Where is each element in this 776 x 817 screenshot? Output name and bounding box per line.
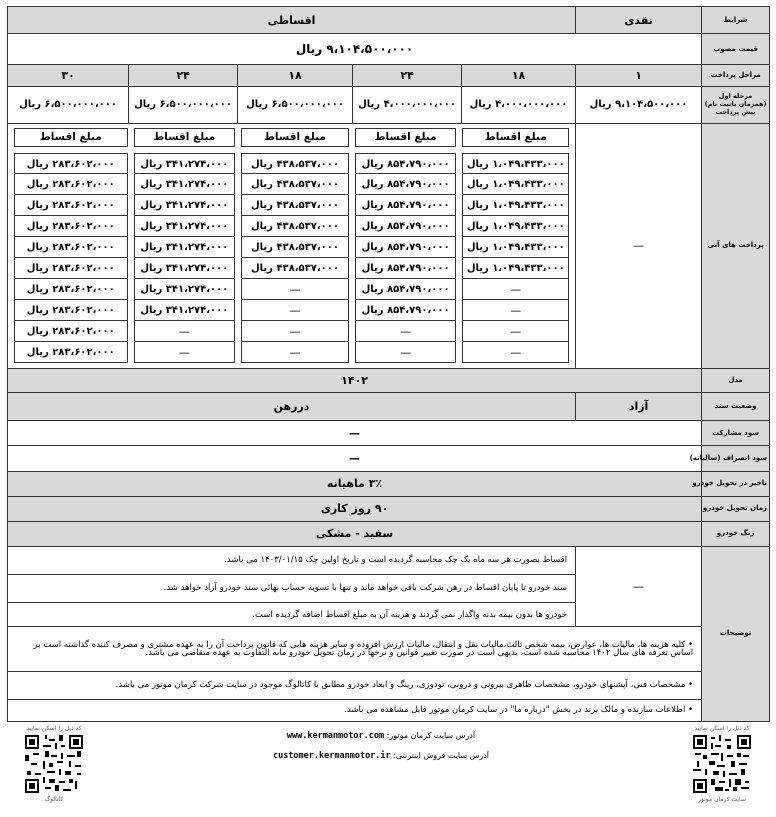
installment-amount: ۳۴۱،۲۷۴،۰۰۰ ریال [134,279,236,300]
plan-stage: ۱۸ [462,65,576,87]
installment-column [134,128,236,363]
installment-note: اقساط بصورت هر سه ماه یک چک محاسبه گردیده است و تاریخ اولین چک ۱۴۰۳/۰۱/۱۵ می باشد. [8,546,576,574]
qr-left-caption: کد ذیل را اسکن نمایید [26,725,82,732]
installment-amount: ۸۵۴،۷۹۰،۰۰۰ ریال [355,237,457,258]
row-delivery-delay [8,471,770,496]
installment-amount: ۴۳۸،۵۳۷،۰۰۰ ریال [241,153,349,174]
row-future-payments [8,123,770,368]
plan-stage: ۲۴ [353,65,462,87]
installment-amount: ۱،۰۴۹،۴۳۳،۰۰۰ ریال [462,237,569,258]
site-address-line [236,726,526,746]
installment-column [355,128,457,363]
installment-amount: ۴۳۸،۵۳۷،۰۰۰ ریال [241,237,349,258]
installment-amount: ۸۵۴،۷۹۰،۰۰۰ ریال [355,279,457,300]
row-label-notes: توضیحات [702,546,770,721]
general-note: • مشخصات فنی، آپشنهای خودرو، مشخصات ظاهری بیرونی و درونی، تودوزی، رینگ و ابعاد خودرو مطابق با کاتالوگ موجود در سایت شرکت کرمان موتور می باشد. [8,671,702,699]
shop-url-link[interactable]: customer.kermanmotor.ir [272,751,391,761]
installment-amount: ۸۵۴،۷۹۰،۰۰۰ ریال [355,258,457,279]
plan-prepayment: ۶،۵۰۰،۰۰۰،۰۰۰ ریال [129,87,238,123]
installment-amount: — [355,342,457,363]
row-label-model: مدل [702,368,770,392]
qr-code-catalog[interactable] [25,735,83,793]
withdrawal-profit-value: — [8,446,702,471]
installment-schedule [8,123,576,368]
installment-amount: ۸۵۴،۷۹۰،۰۰۰ ریال [355,195,457,216]
row-label-conditions: شرایط [702,7,770,34]
installment-note: سند خودرو تا پایان اقساط در رهن شرکت باقی خواهد ماند و تنها با تسویه حساب نهائی سند خودرو آزاد خواهد شد. [8,575,576,603]
installment-amount: ۳۴۱،۲۷۴،۰۰۰ ریال [134,237,236,258]
general-note: • اطلاعات سازنده و مالک برند در بخش "درباره ما" در سایت کرمان موتور قابل مشاهده می باشد. [8,699,702,721]
approved-price-value: ۹،۱۰۴،۵۰۰،۰۰۰ ریال [8,34,702,65]
installment-amount: ۳۴۱،۲۷۴،۰۰۰ ریال [134,216,236,237]
installment-column-header: مبلغ اقساط [14,128,128,147]
participation-profit-value: — [8,421,702,446]
row-stages [8,65,770,87]
row-model [8,368,770,392]
installment-amount: ۲۸۳،۶۰۲،۰۰۰ ریال [14,153,128,174]
installment-amount: ۱،۰۴۹،۴۳۳،۰۰۰ ریال [462,216,569,237]
qr-right-label: سایت کرمان موتور [698,796,746,803]
installment-amount: ۸۵۴،۷۹۰،۰۰۰ ریال [355,300,457,321]
installment-column [462,128,569,363]
plan-prepayment: ۴،۰۰۰،۰۰۰،۰۰۰ ریال [353,87,462,123]
prepayment-label-title: پیش پرداخت [715,107,756,116]
row-label-document-status: وضعیت سند [702,393,770,421]
installment-amount: ۲۸۳،۶۰۲،۰۰۰ ریال [14,216,128,237]
row-document-status [8,393,770,421]
installment-amount: ۲۸۳،۶۰۲،۰۰۰ ریال [14,321,128,342]
row-car-color [8,521,770,546]
installment-amount: ۸۵۴،۷۹۰،۰۰۰ ریال [355,153,457,174]
installment-amount: ۳۴۱،۲۷۴،۰۰۰ ریال [134,153,236,174]
installment-amount: ۱،۰۴۹،۴۳۳،۰۰۰ ریال [462,258,569,279]
cash-future-payments: — [576,123,702,368]
installment-amount: ۳۴۱،۲۷۴،۰۰۰ ریال [134,174,236,195]
installment-amount: ۲۸۳،۶۰۲،۰۰۰ ریال [14,237,128,258]
row-delivery-time [8,496,770,521]
shop-address-line [236,746,526,766]
model-value: ۱۴۰۲ [8,368,702,392]
plan-stage: ۳۰ [8,65,129,87]
installment-column-header: مبلغ اقساط [241,128,349,147]
installment-column [14,128,128,363]
installment-amount: — [462,342,569,363]
delivery-delay-value: ۳٪ ماهیانه [8,471,702,496]
footer-addresses [236,726,526,766]
installment-header: اقساطی [8,7,576,34]
footer [0,722,776,817]
plan-prepayment: ۶،۵۰۰،۰۰۰،۰۰۰ ریال [238,87,353,123]
installment-amount: ۱،۰۴۹،۴۳۳،۰۰۰ ریال [462,153,569,174]
row-label-prepayment [702,87,770,123]
site-url-link[interactable]: www.kermanmotor.com [286,731,385,741]
row-label-future-payments: پرداخت های آتی [702,123,770,368]
site-address-label: آدرس سایت کرمان موتور: [386,731,476,740]
car-color-value: سفید - مشکی [8,521,702,546]
installment-grid [11,128,572,363]
installment-amount: ۴۳۸،۵۳۷،۰۰۰ ریال [241,258,349,279]
installment-document-status: دررهن [8,393,576,421]
installment-amount: ۳۴۱،۲۷۴،۰۰۰ ریال [134,258,236,279]
installment-column-header: مبلغ اقساط [462,128,569,147]
installment-amount: — [462,279,569,300]
installment-amount: — [241,321,349,342]
installment-amount: — [241,279,349,300]
installment-amount: — [462,300,569,321]
qr-left-label: کاتالوگ [44,796,64,803]
plan-prepayment: ۶،۵۰۰،۰۰۰،۰۰۰ ریال [8,87,129,123]
installment-amount: ۳۴۱،۲۷۴،۰۰۰ ریال [134,195,236,216]
installment-column [241,128,349,363]
row-label-approved-price: قیمت مصوب [702,34,770,65]
installment-column-header: مبلغ اقساط [355,128,457,147]
prepayment-label-stage: مرحله اول [718,92,753,101]
installment-amount: ۲۸۳،۶۰۲،۰۰۰ ریال [14,342,128,363]
installment-amount: — [134,342,236,363]
installment-amount: ۴۳۸،۵۳۷،۰۰۰ ریال [241,195,349,216]
row-withdrawal-profit [8,446,770,471]
installment-amount: — [355,321,457,342]
cash-prepayment: ۹،۱۰۴،۵۰۰،۰۰۰ ریال [576,87,702,123]
installment-column-header: مبلغ اقساط [134,128,236,147]
installment-amount: ۱،۰۴۹،۴۳۳،۰۰۰ ریال [462,195,569,216]
qr-left-block [14,725,94,803]
installment-amount: ۴۳۸،۵۳۷،۰۰۰ ریال [241,174,349,195]
shop-address-label: آدرس سایت فروش اینترنتی: [393,751,490,760]
installment-amount: ۲۸۳،۶۰۲،۰۰۰ ریال [14,174,128,195]
installment-amount: — [241,342,349,363]
installment-amount: — [134,321,236,342]
row-label-withdrawal-profit: سود انصراف (سالیانه) [702,446,770,471]
row-label-delivery-delay: تاخیر در تحویل خودرو [702,471,770,496]
row-conditions [8,7,770,34]
installment-amount: ۳۴۱،۲۷۴،۰۰۰ ریال [134,300,236,321]
installment-amount: ۸۵۴،۷۹۰،۰۰۰ ریال [355,174,457,195]
cash-header: نقدی [576,7,702,34]
installment-amount: ۲۸۳،۶۰۲،۰۰۰ ریال [14,300,128,321]
installment-amount: — [462,321,569,342]
row-prepayment [8,87,770,123]
installment-amount: ۱،۰۴۹،۴۳۳،۰۰۰ ریال [462,174,569,195]
installment-note: خودرو ها بدون بیمه بدنه واگذار نمی گردند و هزینه آن به مبلغ اقساط اضافه گردیده است. [8,603,576,627]
cash-stage: ۱ [576,65,702,87]
cash-notes: — [576,546,702,626]
installment-amount: ۲۸۳،۶۰۲،۰۰۰ ریال [14,258,128,279]
delivery-time-value: ۹۰ روز کاری [8,496,702,521]
installment-amount: ۴۳۸،۵۳۷،۰۰۰ ریال [241,216,349,237]
row-label-car-color: رنگ خودرو [702,521,770,546]
qr-code-site[interactable] [693,735,751,793]
row-general-note-1 [8,627,770,671]
price-table [7,6,770,722]
row-label-participation-profit: سود مشارکت [702,421,770,446]
qr-right-caption: کد ذیل را اسکن نمایید [694,725,750,732]
row-approved-price [8,34,770,65]
row-label-stages: مراحل پرداخت [702,65,770,87]
row-participation-profit [8,421,770,446]
qr-right-block [682,725,762,803]
row-general-note-3 [8,699,770,721]
general-note: • کلیه هزینه ها، مالیات ها، عوارض، بیمه شخص ثالث،مالیات نقل و انتقال، مالیات ارزش افزوده و سایر هزینه هایی که قانون پرداخت آن را به عهده مشتری و مصرف کننده گذاشته است بر اساس تعرفه های سال ۱۴۰۲ محاسبه شده است، بدیهی است در صورت تغییر قوانین و نرخها در زمان تحویل خودرو مابه التفاوت به عهده متقاضی می باشد. [8,627,702,671]
installment-amount: — [241,300,349,321]
plan-stage: ۱۸ [238,65,353,87]
installment-amount: ۸۵۴،۷۹۰،۰۰۰ ریال [355,216,457,237]
installment-amount: ۲۸۳،۶۰۲،۰۰۰ ریال [14,195,128,216]
plan-prepayment: ۴،۰۰۰،۰۰۰،۰۰۰ ریال [462,87,576,123]
row-label-delivery-time: زمان تحویل خودرو [702,496,770,521]
row-general-note-2 [8,671,770,699]
row-notes-1 [8,546,770,574]
plan-stage: ۲۴ [129,65,238,87]
installment-amount: ۲۸۳،۶۰۲،۰۰۰ ریال [14,279,128,300]
cash-document-status: آزاد [576,393,702,421]
prepayment-label-note: (همزمان باثبت نام) [704,100,767,109]
